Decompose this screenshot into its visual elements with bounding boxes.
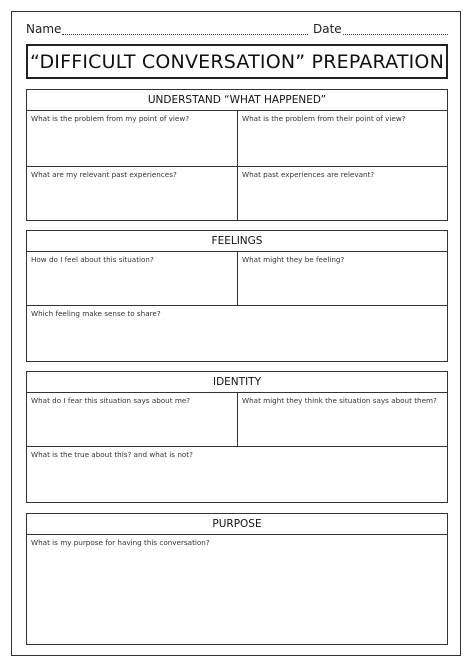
prompt-cell-my-view[interactable]: What is the problem from my point of view? bbox=[31, 114, 190, 123]
prompt-cell-their-view[interactable]: What is the problem from their point of view? bbox=[237, 111, 447, 166]
section-heading: PURPOSE bbox=[27, 514, 447, 535]
prompt-cell-their-feelings[interactable]: What might they be feeling? bbox=[237, 252, 447, 305]
section-row bbox=[27, 535, 447, 644]
prompt-cell-feelings-to-share[interactable]: Which feeling make sense to share? bbox=[31, 309, 161, 318]
prompt-cell-my-past-experiences[interactable]: What are my relevant past experiences? bbox=[31, 170, 177, 179]
section-row bbox=[27, 252, 447, 305]
section-row bbox=[27, 393, 447, 446]
prompt-cell-relevant-past-experiences[interactable]: What past experiences are relevant? bbox=[237, 167, 447, 220]
section-heading: IDENTITY bbox=[27, 372, 447, 393]
section-row bbox=[27, 111, 447, 166]
page-title: “DIFFICULT CONVERSATION” PREPARATION bbox=[26, 44, 448, 79]
date-field-line[interactable] bbox=[343, 34, 448, 35]
prompt-cell-purpose[interactable]: What is my purpose for having this conversation? bbox=[31, 538, 210, 547]
prompt-cell-their-identity[interactable]: What might they think the situation says about them? bbox=[237, 393, 447, 446]
name-label: Name bbox=[26, 22, 62, 36]
section-heading: FEELINGS bbox=[27, 231, 447, 252]
section-purpose bbox=[26, 513, 448, 645]
section-heading: UNDERSTAND “WHAT HAPPENED” bbox=[27, 90, 447, 111]
section-row bbox=[27, 305, 447, 361]
section-identity bbox=[26, 371, 448, 503]
section-feelings bbox=[26, 230, 448, 362]
section-row bbox=[27, 446, 447, 502]
date-label: Date bbox=[313, 22, 342, 36]
section-row bbox=[27, 166, 447, 220]
prompt-cell-truth[interactable]: What is the true about this? and what is not? bbox=[31, 450, 193, 459]
prompt-cell-how-i-feel[interactable]: How do I feel about this situation? bbox=[31, 255, 154, 264]
prompt-cell-my-fear[interactable]: What do I fear this situation says about me? bbox=[31, 396, 191, 405]
section-understand-what-happened bbox=[26, 89, 448, 221]
name-field-line[interactable] bbox=[62, 34, 308, 35]
